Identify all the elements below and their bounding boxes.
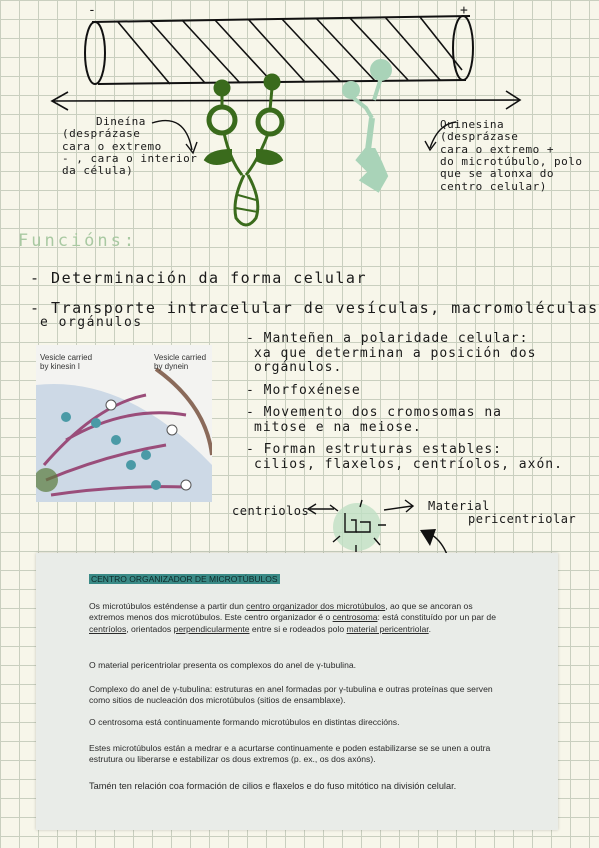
doc-paragraph: Estes microtúbulos están a medrar e a acurtarse continuamente e poden estabilizarse se se unen a outra estrutura ou liberarse e estabilizar os dous extremos (p. ex., os dos axóns). (89, 743, 491, 765)
kinesin-label: Quinesina (desprázase cara o extremo + do microtúbulo, polo que se alonxa do centro celular) (440, 118, 583, 193)
doc-paragraph: Os microtúbulos esténdense a partir dun centro organizador dos microtúbulos, ao que se ancoran os extremos menos dos microtúbulos. Este centro organizador é o centrosoma: está constituído por un par de centríolos, orientados perpendicularmente entre si e rodeados polo material pericentriolar. (89, 601, 496, 634)
doc-paragraph: O centrosoma está continuamente formando microtúbulos en distintas direccións. (89, 717, 400, 727)
function-item-transport-cont: e orgánulos (40, 315, 143, 330)
function-sub-list: - Manteñen a polaridade celular: xa que determinan a posición dos orgánulos. - Morfoxénese - Movemento dos cromosomas na mitose e na meiose. - Forman estruturas estables: cilios, flaxelos, centríolos, axón. (246, 331, 563, 472)
function-item-transport: - Transporte intracelular de vesículas, macromoléculas (30, 299, 599, 317)
sub-item: - Manteñen a polaridade celular: (246, 331, 529, 346)
doc-title: CENTRO ORGANIZADOR DE MICROTÚBULOS (91, 574, 278, 584)
sub-item: - Forman estruturas estables: (246, 442, 502, 458)
doc-paragraph: O material pericentriolar presenta os complexos do anel de γ-tubulina. (89, 660, 357, 670)
sub-item: - Movemento dos cromosomas na (246, 405, 502, 421)
dynein-motor (205, 76, 282, 225)
functions-title: Funcións: (18, 231, 138, 251)
pericentriolar-label: Material pericentriolar (428, 499, 577, 527)
dynein-label: Dineína (desprázase cara o extremo - , cara o interior da célula) (62, 115, 198, 178)
doc-paragraph: Tamén ten relación coa formación de cilios e flaxelos e do fuso mitótico na división celular. (89, 781, 457, 791)
function-item-shape: - Determinación da forma celular (30, 269, 367, 287)
label-pointers (152, 121, 456, 153)
direction-arrow (52, 91, 520, 110)
sub-item: - Morfoxénese (246, 382, 361, 398)
doc-paragraph: Complexo do anel de γ-tubulina: estruturas en anel formadas por γ-tubulina e outras proteínas que serven como sitios de nucleación dos microtúbulos (sitios de ensamblaxe). (89, 684, 493, 706)
plus-end-label: + (460, 3, 468, 18)
minus-end-label: - (88, 3, 96, 18)
printed-document (36, 553, 558, 830)
microtubule-cylinder (85, 16, 473, 84)
caption-dynein: Vesicle carried by dynein (154, 353, 207, 371)
transport-figure (36, 345, 212, 502)
centrioles-label: centriolos (232, 504, 310, 518)
caption-kinesin: Vesicle carried by kinesin I (40, 353, 93, 371)
